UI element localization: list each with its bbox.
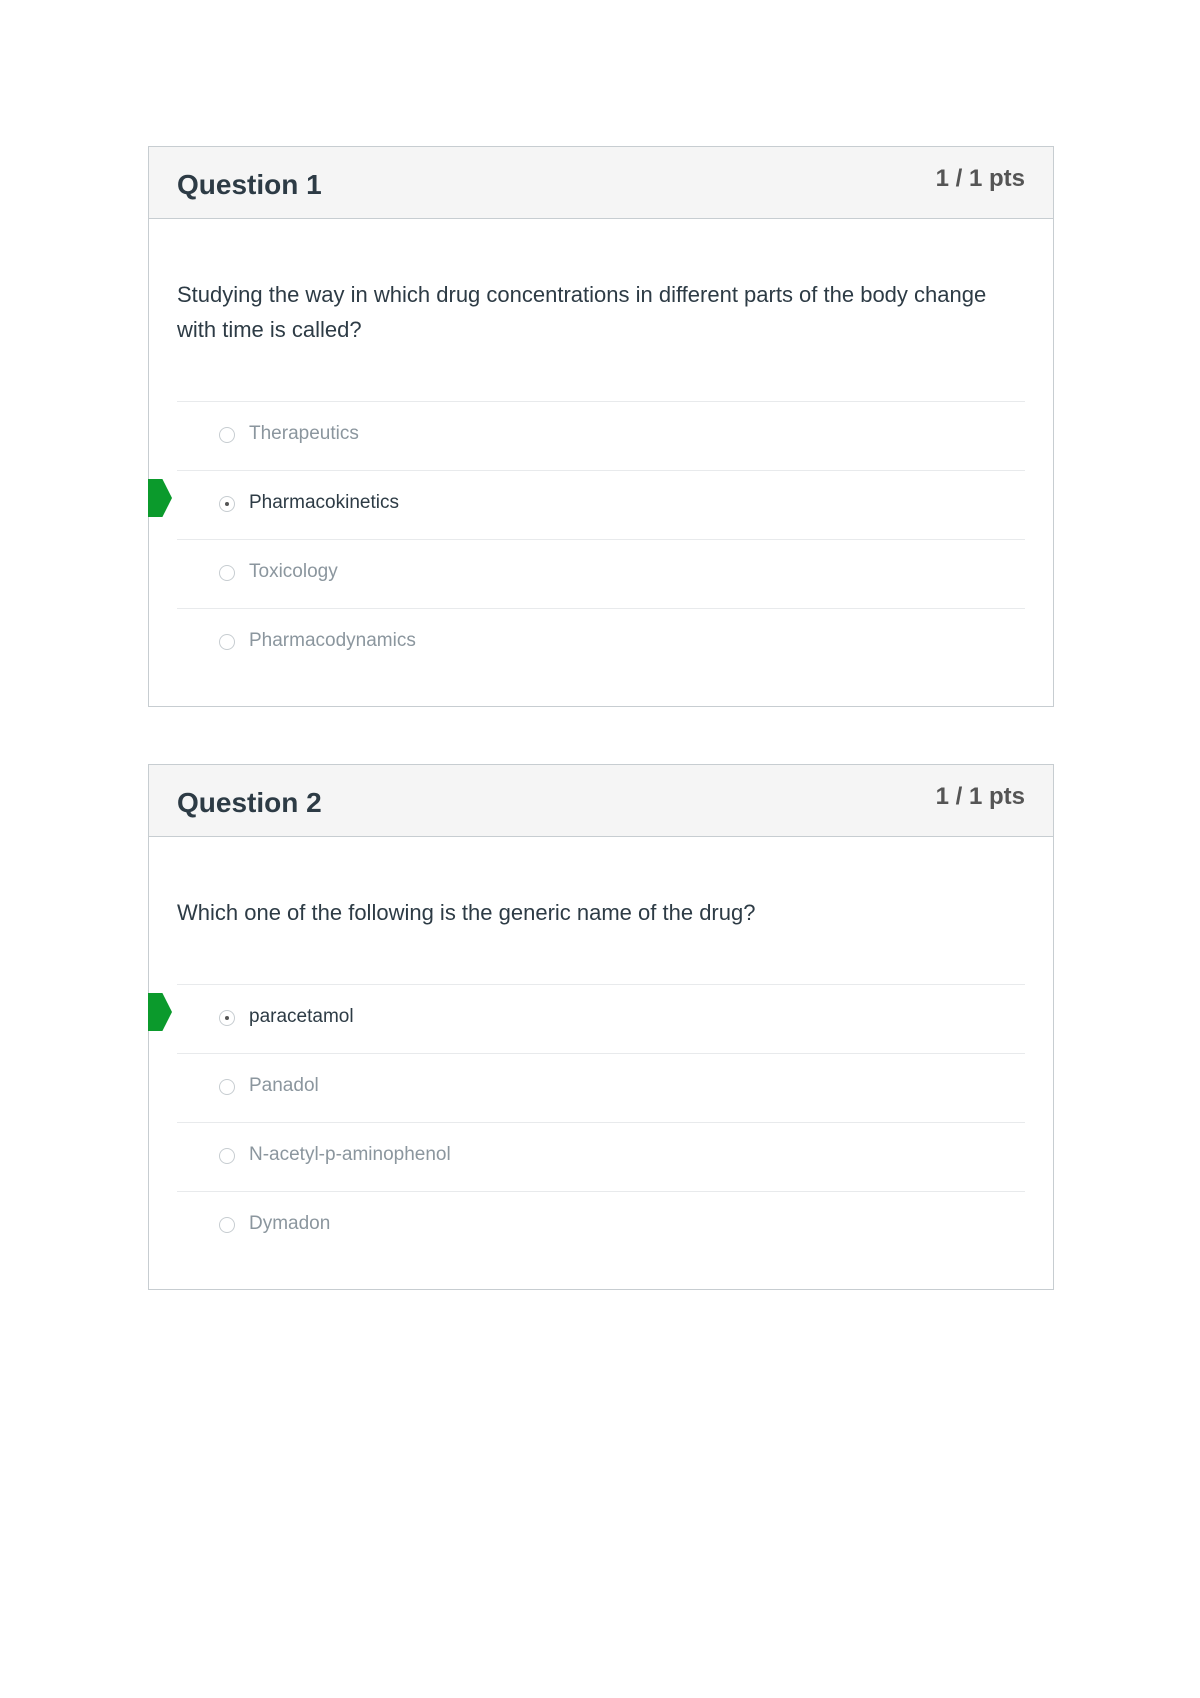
question-body (149, 219, 1053, 706)
answer-list (177, 984, 1025, 1261)
radio-button-icon[interactable] (219, 565, 235, 581)
answer-option-selected[interactable] (177, 985, 1025, 1054)
answer-label: Therapeutics (249, 423, 359, 444)
answer-option[interactable] (177, 1123, 1025, 1192)
answer-option-selected[interactable] (177, 471, 1025, 540)
radio-button-icon[interactable] (219, 1217, 235, 1233)
answer-option[interactable] (177, 1054, 1025, 1123)
correct-answer-flag-icon (148, 479, 172, 517)
question-title: Question 1 (177, 169, 322, 200)
question-text: Studying the way in which drug concentrations in different parts of the body change with time is called? (177, 282, 987, 342)
question-points: 1 / 1 pts (935, 783, 1025, 810)
question-card-1 (148, 146, 1054, 707)
radio-button-icon[interactable] (219, 427, 235, 443)
answer-label: Dymadon (249, 1213, 331, 1234)
answer-option[interactable] (177, 402, 1025, 471)
answer-option[interactable] (177, 540, 1025, 609)
answer-label: Pharmacokinetics (249, 492, 399, 513)
answer-list (177, 401, 1025, 678)
radio-button-icon[interactable] (219, 1148, 235, 1164)
answer-label: Toxicology (249, 561, 338, 582)
question-card-2 (148, 764, 1054, 1290)
answer-label: Pharmacodynamics (249, 630, 416, 651)
correct-answer-flag-icon (148, 993, 172, 1031)
answer-label: paracetamol (249, 1006, 354, 1027)
radio-button-icon[interactable] (219, 634, 235, 650)
answer-label: Panadol (249, 1075, 319, 1096)
question-title: Question 2 (177, 787, 322, 818)
answer-label: N-acetyl-p-aminophenol (249, 1144, 451, 1165)
question-points: 1 / 1 pts (935, 165, 1025, 192)
question-header (149, 765, 1053, 837)
radio-button-icon[interactable] (219, 1010, 235, 1026)
radio-button-icon[interactable] (219, 1079, 235, 1095)
question-header (149, 147, 1053, 219)
answer-option[interactable] (177, 1192, 1025, 1261)
question-body (149, 837, 1053, 1289)
radio-button-icon[interactable] (219, 496, 235, 512)
answer-option[interactable] (177, 609, 1025, 678)
question-text: Which one of the following is the generic name of the drug? (177, 900, 756, 925)
